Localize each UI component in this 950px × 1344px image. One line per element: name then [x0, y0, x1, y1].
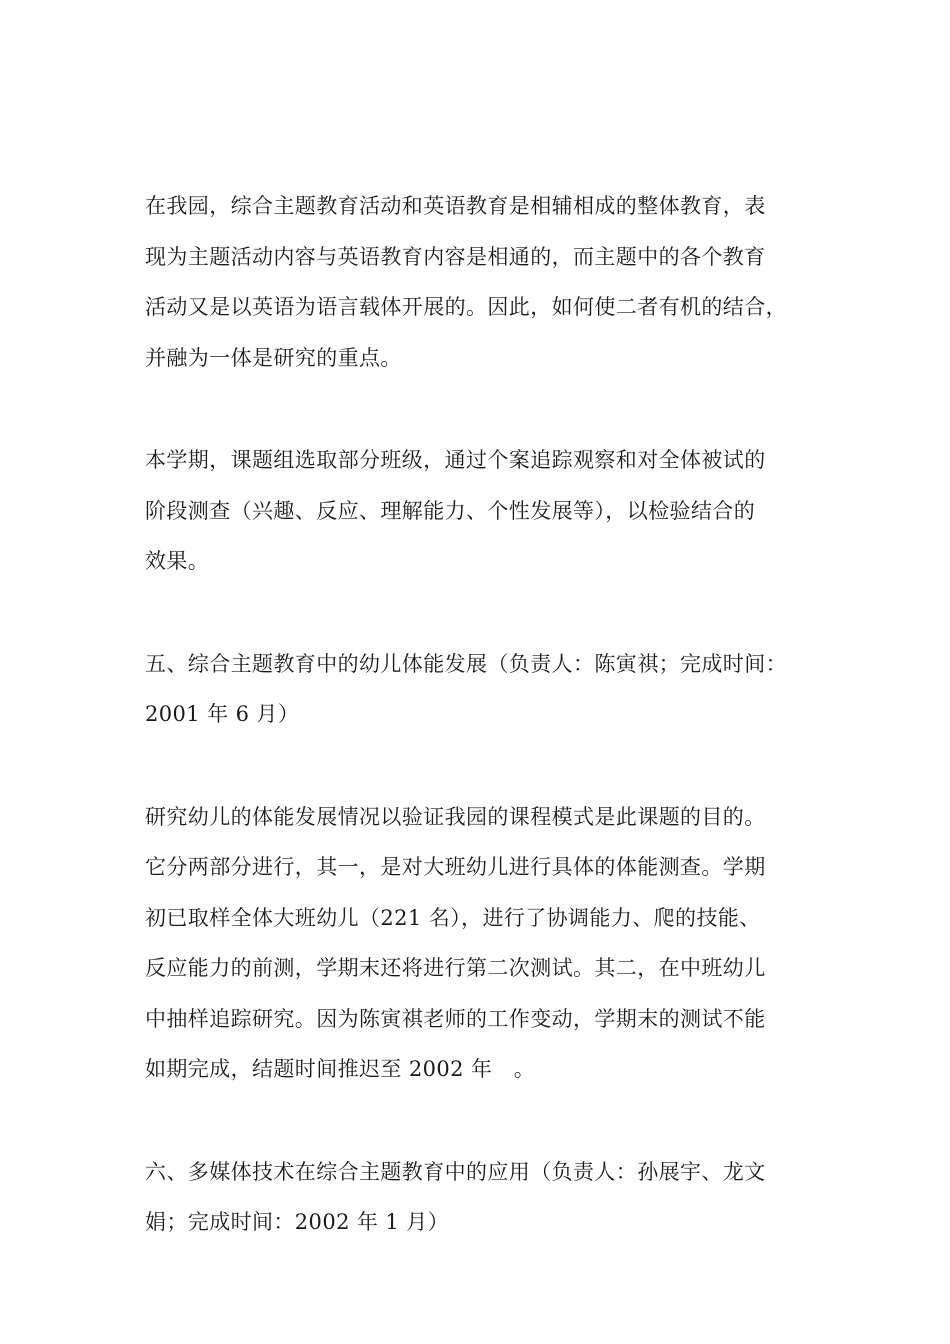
text-line: 现为主题活动内容与英语教育内容是相通的，而主题中的各个教育	[145, 244, 766, 269]
text-line: 研究幼儿的体能发展情况以验证我园的课程模式是此课题的目的。	[145, 804, 766, 829]
text-line: 中抽样追踪研究。因为陈寅祺老师的工作变动，学期末的测试不能	[145, 1006, 766, 1031]
text-line: 并融为一体是研究的重点。	[145, 345, 402, 370]
text-line: 反应能力的前测，学期末还将进行第二次测试。其二，在中班幼儿	[145, 956, 766, 980]
paragraph-semester	[145, 435, 845, 587]
text-line: 本学期，课题组选取部分班级，通过个案追踪观察和对全体被试的	[145, 448, 766, 472]
paragraph-gap	[145, 740, 845, 792]
text-line: 如期完成，结题时间推迟至 2002 年 。	[145, 1057, 536, 1081]
text-line: 它分两部分进行，其一，是对大班幼儿进行具体的体能测查。学期	[145, 855, 766, 879]
heading-line: 五、综合主题教育中的幼儿体能发展（负责人：陈寅祺；完成时间：	[145, 651, 787, 676]
text-line: 在我园，综合主题教育活动和英语教育是相辅相成的整体教育，表	[145, 194, 766, 218]
paragraph-intro	[145, 181, 845, 383]
text-line: 效果。	[145, 549, 210, 573]
heading-line: 2001 年 6 月）	[145, 702, 300, 726]
text-line: 阶段测查（兴趣、反应、理解能力、个性发展等），以检验结合的	[145, 498, 756, 523]
paragraph-gap	[145, 1095, 845, 1147]
paragraph-gap	[145, 587, 845, 639]
heading-line: 娟；完成时间：2002 年 1 月）	[145, 1210, 450, 1234]
heading-line: 六、多媒体技术在综合主题教育中的应用（负责人：孙展宇、龙文	[145, 1159, 766, 1184]
text-line: 活动又是以英语为语言载体开展的。因此，如何使二者有机的结合，	[145, 295, 787, 319]
section-5-heading	[145, 639, 845, 740]
section-5-body	[145, 792, 845, 1095]
text-line: 初已取样全体大班幼儿（221 名），进行了协调能力、爬的技能、	[145, 905, 761, 930]
section-6-heading	[145, 1147, 845, 1248]
document-body	[145, 181, 845, 1248]
paragraph-gap	[145, 383, 845, 435]
